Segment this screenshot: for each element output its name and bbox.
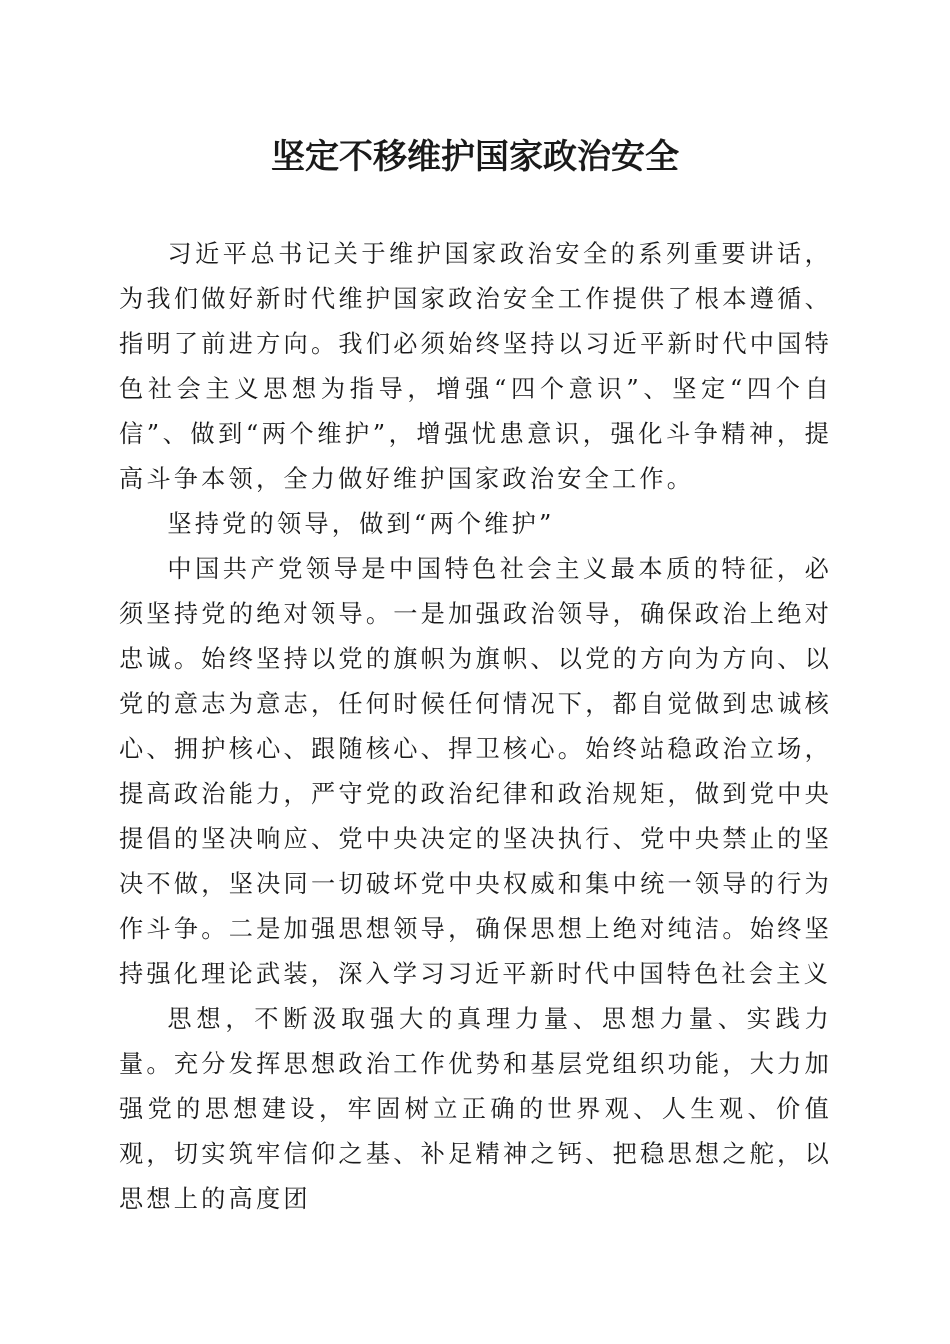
document-title: 坚定不移维护国家政治安全 xyxy=(271,137,679,177)
paragraph-ideology: 思想，不断汲取强大的真理力量、思想力量、实践力量。充分发挥思想政治工作优势和基层党组织功能，大力加强党的思想建设，牢固树立正确的世界观、人生观、价值观，切实筑牢信仰之基、补足精神之钙、把稳思想之舵，以思想上的高度团 xyxy=(119,1005,832,1213)
document-body xyxy=(119,232,832,1222)
paragraph-party-leadership: 中国共产党领导是中国特色社会主义最本质的特征，必须坚持党的绝对领导。一是加强政治领导，确保政治上绝对忠诚。始终坚持以党的旗帜为旗帜、以党的方向为方向、以党的意志为意志，任何时候任何情况下，都自觉做到忠诚核心、拥护核心、跟随核心、捍卫核心。始终站稳政治立场，提高政治能力，严守党的政治纪律和政治规矩，做到党中央提倡的坚决响应、党中央决定的坚决执行、党中央禁止的坚决不做，坚决同一切破坏党中央权威和集中统一领导的行为作斗争。二是加强思想领导，确保思想上绝对纯洁。始终坚持强化理论武装，深入学习习近平新时代中国特色社会主义 xyxy=(119,555,832,988)
section-heading: 坚持党的领导，做到“两个维护” xyxy=(167,510,555,538)
paragraph-intro: 习近平总书记关于维护国家政治安全的系列重要讲话，为我们做好新时代维护国家政治安全工作提供了根本遵循、指明了前进方向。我们必须始终坚持以习近平新时代中国特色社会主义思想为指导，增强“四个意识”、坚定“四个自信”、做到“两个维护”，增强忧患意识，强化斗争精神，提高斗争本领，全力做好维护国家政治安全工作。 xyxy=(119,240,832,493)
